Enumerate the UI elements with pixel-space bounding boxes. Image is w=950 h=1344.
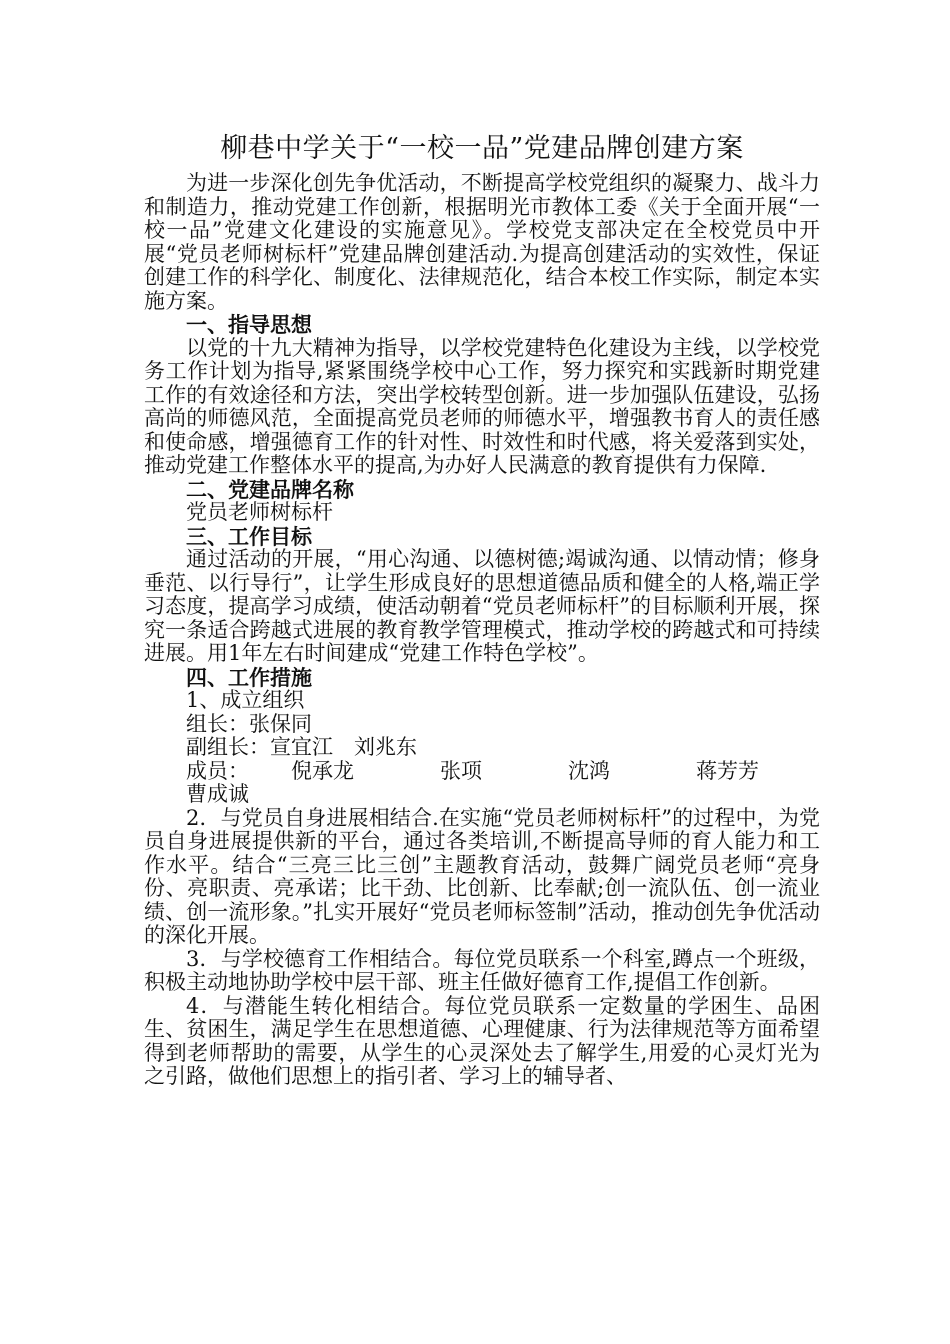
member-name: 蒋芳芳	[696, 758, 759, 783]
member-name: 曹成诚	[186, 782, 249, 806]
measure-item-student-transformation: 4．与潜能生转化相结合。每位党员联系一定数量的学困生、品困生、贫困生，满足学生在思想道德、心理健康、行为法律规范等方面希望得到老师帮助的需要，从学生的心灵深处去了解学生,用爱的心灵灯光为之引路，做他们思想上的指引者、学习上的辅导者、	[144, 993, 820, 1088]
group-leader-line: 组长：张保同	[186, 711, 312, 736]
members-label: 成员：	[186, 758, 249, 783]
intro-paragraph: 为进一步深化创先争优活动，不断提高学校党组织的凝聚力、战斗力和制造力，推动党建工作创新，根据明光市教体工委《关于全面开展“一校一品”党建文化建设的实施意见》。学校党支部决定在全校党员中开展“党员老师树标杆”党建品牌创建活动.为提高创建活动的实效性，保证创建工作的科学化、制度化、法律规范化，结合本校工作实际，制定本实施方案。	[144, 171, 820, 313]
document-page	[144, 128, 820, 1089]
vice-leader-line: 副组长：宣宜江 刘兆东	[186, 735, 417, 759]
members-line	[144, 760, 820, 807]
section-heading-brand-name: 二、党建品牌名称	[186, 476, 354, 502]
section-heading-guiding-ideology: 一、指导思想	[186, 312, 312, 337]
work-goals-paragraph: 通过活动的开展，“用心沟通、以德树德;竭诚沟通、以情动情；修身垂范、以行导行”，让学生形成良好的思想道德品质和健全的人格,端正学习态度，提高学习成绩，使活动朝着“党员老师标杆”的目标顺利开展，探究一条适合跨越式进展的教育教学管理模式，推动学校的跨越式和可持续进展。用1年左右时间建成“党建工作特色学校”。	[144, 547, 820, 665]
member-name: 沈鸿	[568, 758, 610, 783]
document-title: 柳巷中学关于“一校一品”党建品牌创建方案	[220, 133, 744, 164]
member-name: 倪承龙	[291, 758, 354, 783]
section-heading-work-goals: 三、工作目标	[186, 523, 312, 549]
guiding-ideology-paragraph: 以党的十九大精神为指导，以学校党建特色化建设为主线，以学校党务工作计划为指导,紧紧围绕学校中心工作，努力探究和实践新时期党建工作的有效途径和方法，突出学校转型创新。进一步加强队伍建设，弘扬高尚的师德风范，全面提高党员老师的师德水平，增强教书育人的责任感和使命感，增强德育工作的针对性、时效性和时代感，将关爱落到实处，推动党建工作整体水平的提高,为办好人民满意的教育提供有力保障.	[144, 335, 820, 477]
section-heading-work-measures: 四、工作措施	[186, 664, 312, 690]
member-name: 张项	[440, 758, 482, 783]
brand-name-paragraph: 党员老师树标杆	[186, 500, 333, 524]
measure-item-self-development: 2．与党员自身进展相结合.在实施“党员老师树标杆”的过程中，为党员自身进展提供新的平台，通过各类培训,不断提高导师的育人能力和工作水平。结合“三亮三比三创”主题教育活动，鼓舞广阔党员老师“亮身份、亮职责、亮承诺；比干劲、比创新、比奉献;创一流队伍、创一流业绩、创一流形象。”扎实开展好“党员老师标签制”活动，推动创先争优活动的深化开展。	[144, 805, 820, 947]
measure-item-establish-organization: 1、成立组织	[186, 688, 305, 712]
measure-item-moral-education: 3．与学校德育工作相结合。每位党员联系一个科室,蹲点一个班级，积极主动地协助学校中层干部、班主任做好德育工作,提倡工作创新。	[144, 946, 820, 994]
